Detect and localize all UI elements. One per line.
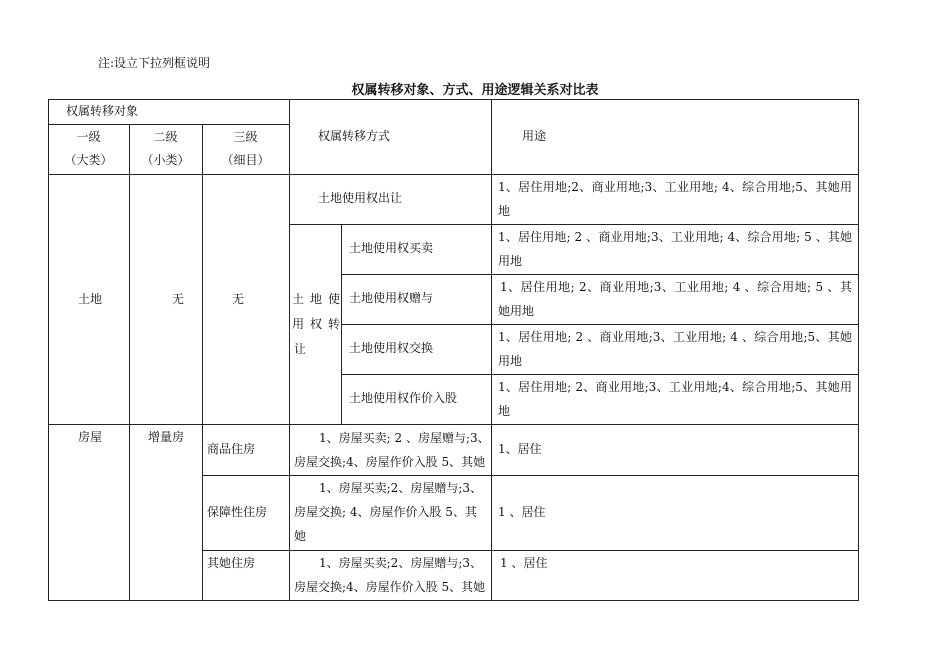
table-border-bottom — [48, 600, 859, 601]
header-level1: 一级 — [76, 130, 101, 144]
col-divider-3 — [289, 99, 290, 601]
land-usage-5-line1: 1、居住用地; 2、商业用地;3、工业用地;4、综合用地;5、其她用 — [498, 380, 852, 394]
land-usage-2-line1: 1、居住用地; 2 、商业用地;3、工业用地; 4、综合用地; 5 、其她 — [498, 230, 852, 244]
col-divider-2b — [202, 424, 203, 601]
land-usage-3-line2: 她用地 — [498, 304, 535, 318]
land-usage-5-line2: 地 — [498, 404, 511, 418]
header-object: 权属转移对象 — [66, 104, 139, 118]
col-divider-4 — [491, 99, 492, 601]
house-usage-1: 1、居住 — [498, 442, 542, 456]
header-usage: 用途 — [522, 129, 547, 143]
land-level2: 无 — [172, 292, 185, 306]
house-method-1-line2: 房屋交换;4、房屋作价入股 5、其她 — [294, 455, 486, 469]
land-level3: 无 — [232, 292, 245, 306]
table-border-top — [48, 99, 859, 100]
land-method-2: 土地使用权买卖 — [349, 241, 434, 255]
transfer-group-line2: 用 权 转 — [292, 317, 340, 331]
land-method-4: 土地使用权交换 — [349, 341, 434, 355]
header-method: 权属转移方式 — [318, 129, 391, 143]
land-usage-1-line2: 地 — [498, 204, 511, 218]
land-usage-3-line1: 1、居住用地; 2、商业用地;3、工业用地; 4 、综合用地; 5 、其 — [500, 280, 852, 294]
house-method-3-line1: 1、房屋买卖;2、房屋赠与;3、 — [319, 556, 482, 570]
land-method-5: 土地使用权作价入股 — [349, 391, 458, 405]
house-level2: 增量房 — [148, 430, 185, 444]
house-level3-2: 保障性住房 — [207, 505, 268, 519]
header-level3: 三级 — [233, 130, 258, 144]
house-method-2-line2: 房屋交换; 4、房屋作价入股 5、其 — [294, 505, 477, 519]
transfer-group-line1: 土 地 使 — [292, 292, 340, 306]
col-divider-1 — [129, 124, 130, 601]
house-method-2-line3: 她 — [294, 529, 307, 543]
land-usage-4-line1: 1、居住用地; 2 、商业用地;3、工业用地; 4 、综合用地;5、其她 — [498, 330, 852, 344]
land-usage-4-line2: 用地 — [498, 354, 523, 368]
house-row-line-1 — [202, 475, 859, 476]
house-method-1-line1: 1、房屋买卖; 2 、房屋赠与;3、 — [319, 431, 490, 445]
house-usage-3: 1 、居住 — [500, 556, 548, 570]
house-method-3-line2: 房屋交换;4、房屋作价入股 5、其她 — [294, 580, 486, 594]
table-title: 权属转移对象、方式、用途逻辑关系对比表 — [351, 83, 599, 98]
header-level3-sub: （细目） — [221, 153, 270, 167]
land-usage-2-line2: 用地 — [498, 254, 523, 268]
header-level1-sub: （大类） — [64, 153, 113, 167]
land-method-3: 土地使用权赠与 — [349, 291, 434, 305]
house-usage-2: 1 、居住 — [498, 505, 546, 519]
land-method-1: 土地使用权出让 — [318, 191, 403, 205]
transfer-group-line3: 让 — [294, 342, 307, 356]
house-method-2-line1: 1、房屋买卖;2、房屋赠与;3、 — [319, 481, 482, 495]
house-level3-3: 其她住房 — [207, 556, 256, 570]
land-level1: 土地 — [78, 292, 103, 306]
note-text: 注:设立下拉列框说明 — [98, 56, 211, 70]
house-level1: 房屋 — [78, 430, 103, 444]
header-level2: 二级 — [153, 130, 178, 144]
land-usage-1-line1: 1、居住用地;2、商业用地;3、工业用地; 4、综合用地;5、其她用 — [498, 180, 852, 194]
house-level3-1: 商品住房 — [207, 442, 256, 456]
header-level2-sub: （小类） — [141, 153, 190, 167]
